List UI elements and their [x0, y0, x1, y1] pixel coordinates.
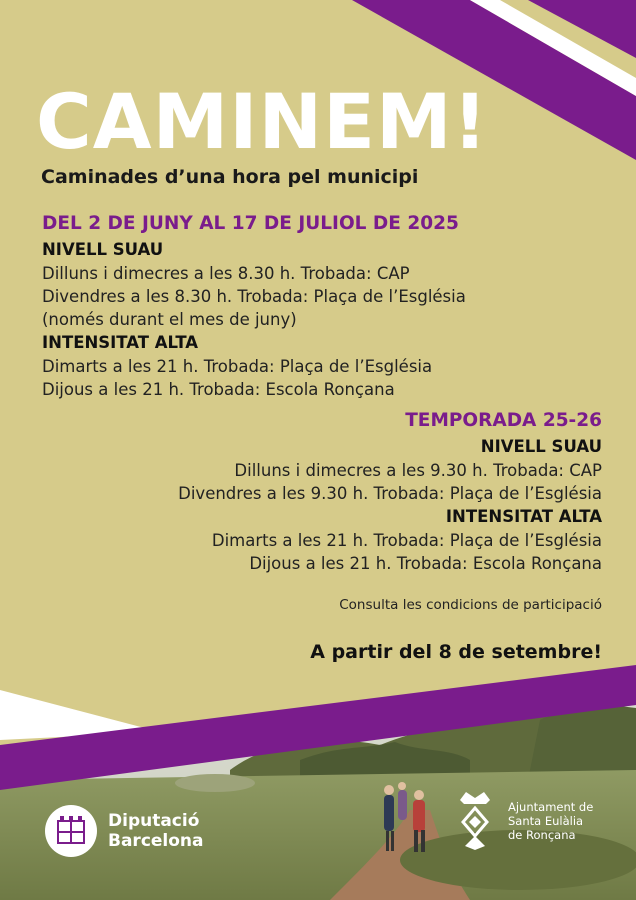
diputacio-line2: Barcelona [108, 831, 204, 851]
season-line: Dijous a les 21 h. Trobada: Escola Ronçana [249, 554, 602, 573]
diputacio-logo [44, 804, 204, 858]
season-line: Divendres a les 9.30 h. Trobada: Plaça de l’Església [178, 484, 602, 503]
ajuntament-line3: de Ronçana [508, 828, 576, 842]
summer-schedule [42, 210, 602, 401]
season-level-1: NIVELL SUAU [480, 437, 602, 456]
summer-line: (només durant el mes de juny) [42, 310, 297, 329]
summer-heading: DEL 2 DE JUNY AL 17 DE JULIOL DE 2025 [42, 213, 459, 234]
diputacio-emblem-icon [44, 804, 98, 858]
season-schedule [22, 407, 602, 575]
season-heading: TEMPORADA 25-26 [405, 410, 602, 431]
diputacio-line1: Diputació [108, 811, 200, 831]
ajuntament-shield-icon [452, 790, 498, 852]
summer-line: Dilluns i dimecres a les 8.30 h. Trobada: CAP [42, 264, 410, 283]
season-level-2: INTENSITAT ALTA [445, 507, 602, 526]
ajuntament-line1: Ajuntament de [508, 800, 594, 814]
summer-line: Dimarts a les 21 h. Trobada: Plaça de l’Església [42, 357, 433, 376]
ajuntament-logo [452, 790, 593, 852]
poster-subtitle: Caminades d’una hora pel municipi [41, 166, 419, 188]
consult-conditions-text: Consulta les condicions de participació [339, 597, 602, 613]
summer-line: Dijous a les 21 h. Trobada: Escola Ronçana [42, 380, 395, 399]
season-line: Dilluns i dimecres a les 9.30 h. Trobada: CAP [234, 461, 602, 480]
summer-level-1: NIVELL SUAU [42, 240, 164, 259]
season-line: Dimarts a les 21 h. Trobada: Plaça de l’Església [211, 531, 602, 550]
start-date-text: A partir del 8 de setembre! [310, 641, 602, 663]
summer-level-2: INTENSITAT ALTA [42, 333, 199, 352]
summer-line: Divendres a les 8.30 h. Trobada: Plaça de l’Església [42, 287, 466, 306]
poster-title: CAMINEM! [36, 77, 489, 166]
ajuntament-line2: Santa Eulàlia [508, 814, 584, 828]
